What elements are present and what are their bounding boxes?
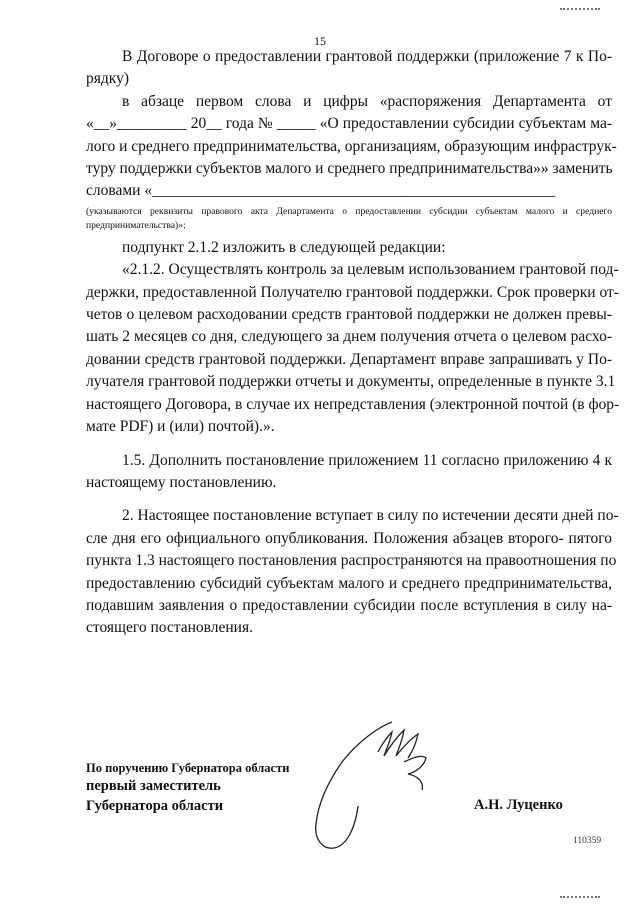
footnote-paragraph: [86, 205, 612, 233]
scan-corner-mark: [560, 896, 600, 902]
text-line: туру поддержки субъектов малого и среднего предпринимательства»» заменить: [86, 160, 613, 178]
text-line: лого и среднего предпринимательства, организациям, образующим инфраструк-: [86, 137, 617, 155]
scan-corner-mark: [560, 8, 600, 14]
text-line: настоящему постановлению.: [86, 473, 277, 491]
signer-name: А.Н. Луценко: [474, 797, 563, 813]
text-line: лучателя грантовой поддержки отчеты и документы, определенные в пункте 3.1: [86, 373, 616, 391]
paragraph: [86, 505, 619, 639]
paragraph: [86, 46, 612, 91]
paragraph: [86, 91, 617, 203]
text-line: словами «____________________________________________________: [86, 182, 556, 200]
text-line: В Договоре о предоставлении грантовой поддержки (приложение 7 к По-: [122, 48, 612, 65]
text-line: «2.1.2. Осуществлять контроль за целевым использованием грантовой под-: [122, 261, 619, 279]
signer-line-3: Губернатора области: [86, 798, 224, 814]
document-body: [86, 46, 620, 640]
text-line: подпункт 2.1.2 изложить в следующей редакции:: [122, 238, 446, 256]
text-line: довании средств грантовой поддержки. Департамент вправе запрашивать у По-: [86, 350, 612, 368]
text-line: сле дня его официального опубликования. Положения абзацев второго- пятого: [86, 529, 612, 547]
text-line: 2. Настоящее постановление вступает в силу по истечении десяти дней по-: [122, 507, 619, 525]
text-line: 1.5. Дополнить постановление приложением 11 согласно приложению 4 к: [122, 451, 612, 469]
signer-line-1: По поручению Губернатора области: [86, 761, 290, 775]
handwritten-signature: [300, 700, 460, 860]
text-line: «__»_________ 20__ года № _____ «О предоставлении субсидии субъектам ма-: [86, 115, 612, 133]
signer-line-2: первый заместитель: [86, 778, 221, 794]
text-line: в абзаце первом слова и цифры «распоряжения Департамента от: [122, 92, 612, 110]
text-line: настоящего Договора, в случае их непредставления (электронной почтой (в фор-: [86, 395, 620, 413]
text-line: (указываются реквизиты правового акта Департамента о предоставлении субсидии субъектам малого и среднего: [86, 205, 612, 217]
paragraph: [86, 450, 612, 495]
text-line: предоставлению субсидий субъектам малого и среднего предпринимательства,: [86, 574, 612, 592]
text-line: шать 2 месяцев со дня, следующего за днем получения отчета о целевом расхо-: [86, 328, 612, 346]
text-line: предпринимательства)»;: [86, 219, 186, 231]
document-code: 110359: [573, 836, 602, 846]
text-line: пункта 1.3 настоящего постановления распространяются на правоотношения по: [86, 552, 617, 570]
text-line: держки, предоставленной Получателю грантовой поддержки. Срок проверки от-: [86, 283, 619, 301]
text-line: подавшим заявления о предоставлении субсидии после вступления в силу на-: [86, 596, 612, 614]
text-line: стоящего постановления.: [86, 619, 253, 637]
paragraph: [86, 237, 612, 259]
text-line: мате PDF) и (или) почтой).».: [86, 418, 275, 436]
text-line: рядку): [86, 70, 129, 88]
signer-block: [86, 760, 289, 816]
text-line: четов о целевом расходовании средств грантовой поддержки не должен превы-: [86, 306, 612, 324]
page-number: 15: [314, 34, 326, 48]
paragraph: [86, 259, 620, 438]
